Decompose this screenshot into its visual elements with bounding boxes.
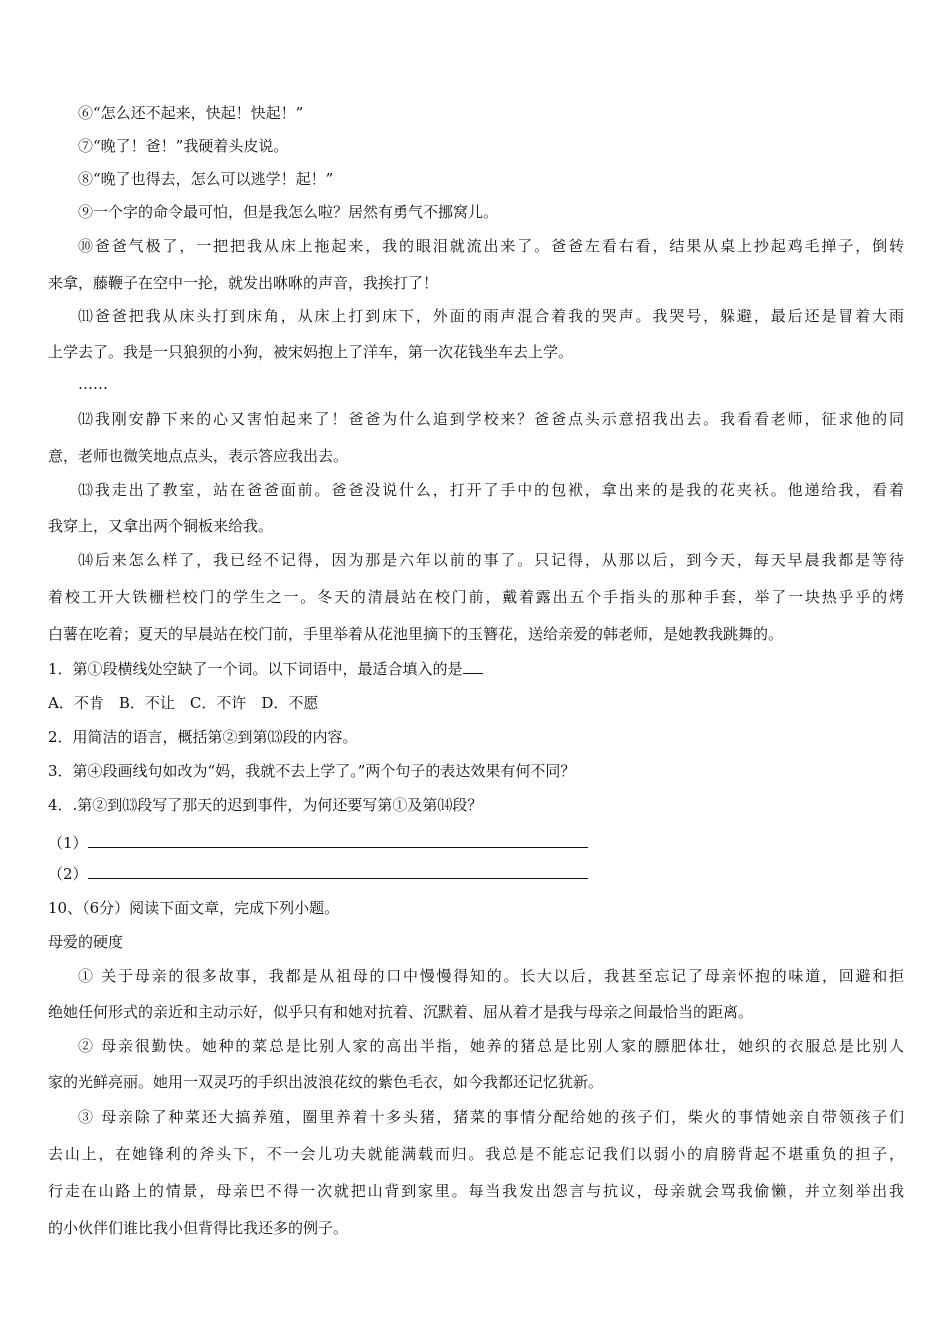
paragraph-12-line-1: ⑿我刚安静下来的心又害怕起来了！爸爸为什么追到学校来？爸爸点头示意招我出去。我看看老师，征求他的同 — [78, 410, 904, 428]
paragraph-14-line-3: 白薯在吃着；夏天的早晨站在校门前，手里举着从花池里摘下的玉簪花，送给亲爱的韩老师，是她教我跳舞的。 — [48, 625, 784, 643]
paragraph-13-line-1: ⒀我走出了教室，站在爸爸面前。爸爸没说什么，打开了手中的包袱，拿出来的是我的花夹袄。他递给我，看着 — [78, 481, 904, 499]
question-1 — [48, 659, 904, 679]
article-paragraph-3-line-1: ③ 母亲除了种菜还大搞养殖，圈里养着十多头猪，猪菜的事情分配给她的孩子们，柴火的事情她亲自带领孩子们 — [78, 1108, 904, 1126]
ellipsis: …… — [78, 375, 108, 393]
paragraph-10-line-1: ⑩爸爸气极了，一把把我从床上拖起来，我的眼泪就流出来了。爸爸左看右看，结果从桌上抄起鸡毛掸子，倒转 — [78, 237, 904, 255]
answer-blank-2 — [88, 864, 588, 879]
answer-blank-1 — [88, 833, 588, 848]
question-3: 3．第④段画线句如改为“妈，我就不去上学了。”两个句子的表达效果有何不同？ — [48, 762, 576, 780]
paragraph-7: ⑦“晚了！爸！”我硬着头皮说。 — [78, 137, 289, 155]
paragraph-9: ⑨一个字的命令最可怕，但是我怎么啦？居然有勇气不挪窝儿。 — [78, 203, 499, 221]
article-paragraph-1-line-2: 绝她任何形式的亲近和主动示好，似乎只有和她对抗着、沉默着、屈从着才是我与母亲之间最恰当的距离。 — [48, 1003, 754, 1021]
answer-line-2 — [48, 864, 904, 884]
paragraph-14-line-1: ⒁后来怎么样了，我已经不记得，因为那是六年以前的事了。只记得，从那以后，到今天，每天早晨我都是等待 — [78, 551, 904, 569]
question-1-text: 1．第①段横线处空缺了一个词。以下词语中，最适合填入的是 — [48, 660, 463, 678]
answer-blank — [463, 659, 483, 674]
article-paragraph-3-line-4: 的小伙伴们谁比我小但背得比我还多的例子。 — [48, 1219, 349, 1237]
answer-label-2: （2） — [48, 865, 88, 883]
paragraph-11-line-2: 上学去了。我是一只狼狈的小狗，被宋妈抱上了洋车，第一次花钱坐车去上学。 — [48, 343, 574, 361]
article-paragraph-3-line-3: 行走在山路上的情景，母亲巴不得一次就把山背到家里。每当我发出怨言与抗议，母亲就会骂我偷懒，并立刻举出我 — [48, 1182, 904, 1200]
article-title: 母爱的硬度 — [48, 933, 124, 951]
paragraph-10-line-2: 来拿，藤鞭子在空中一抡，就发出咻咻的声音，我挨打了！ — [48, 274, 439, 292]
paragraph-11-line-1: ⑾爸爸把我从床头打到床角，从床上打到床下，外面的雨声混合着我的哭声。我哭号，躲避，最后还是冒着大雨 — [78, 307, 904, 325]
article-paragraph-2-line-1: ② 母亲很勤快。她种的菜总是比别人家的高出半指，她养的猪总是比别人家的膘肥体壮，她织的衣服总是比别人 — [78, 1037, 904, 1055]
article-paragraph-1-line-1: ① 关于母亲的很多故事，我都是从祖母的口中慢慢得知的。长大以后，我甚至忘记了母亲怀抱的味道，回避和拒 — [78, 967, 904, 985]
answer-line-1 — [48, 833, 904, 853]
paragraph-8: ⑧“晚了也得去，怎么可以逃学！起！” — [78, 170, 334, 188]
paragraph-14-line-2: 着校工开大铁栅栏校门的学生之一。冬天的清晨站在校门前，戴着露出五个手指头的那种手套，举了一块热乎乎的烤 — [48, 588, 904, 606]
article-paragraph-2-line-2: 家的光鲜亮丽。她用一双灵巧的手织出波浪花纹的紫色毛衣，如今我都还记忆犹新。 — [48, 1073, 604, 1091]
answer-label-1: （1） — [48, 834, 88, 852]
section-10-header: 10、（6分）阅读下面文章，完成下列小题。 — [48, 899, 340, 917]
paragraph-12-line-2: 意，老师也微笑地点点头，表示答应我出去。 — [48, 447, 349, 465]
paragraph-13-line-2: 我穿上，又拿出两个铜板来给我。 — [48, 517, 274, 535]
article-paragraph-3-line-2: 去山上，在她锋利的斧头下，不一会儿功夫就能满载而归。我总是不能忘记我们以弱小的肩膀背起不堪重负的担子， — [48, 1145, 904, 1163]
question-2: 2．用简洁的语言，概括第②到第⒀段的内容。 — [48, 728, 358, 746]
question-4: 4．.第②到⒀段写了那天的迟到事件，为何还要写第①及第⒁段？ — [48, 796, 483, 814]
question-1-options: A．不肯 B．不让 C．不许 D．不愿 — [48, 694, 319, 712]
paragraph-6: ⑥“怎么还不起来，快起！快起！” — [78, 104, 304, 122]
